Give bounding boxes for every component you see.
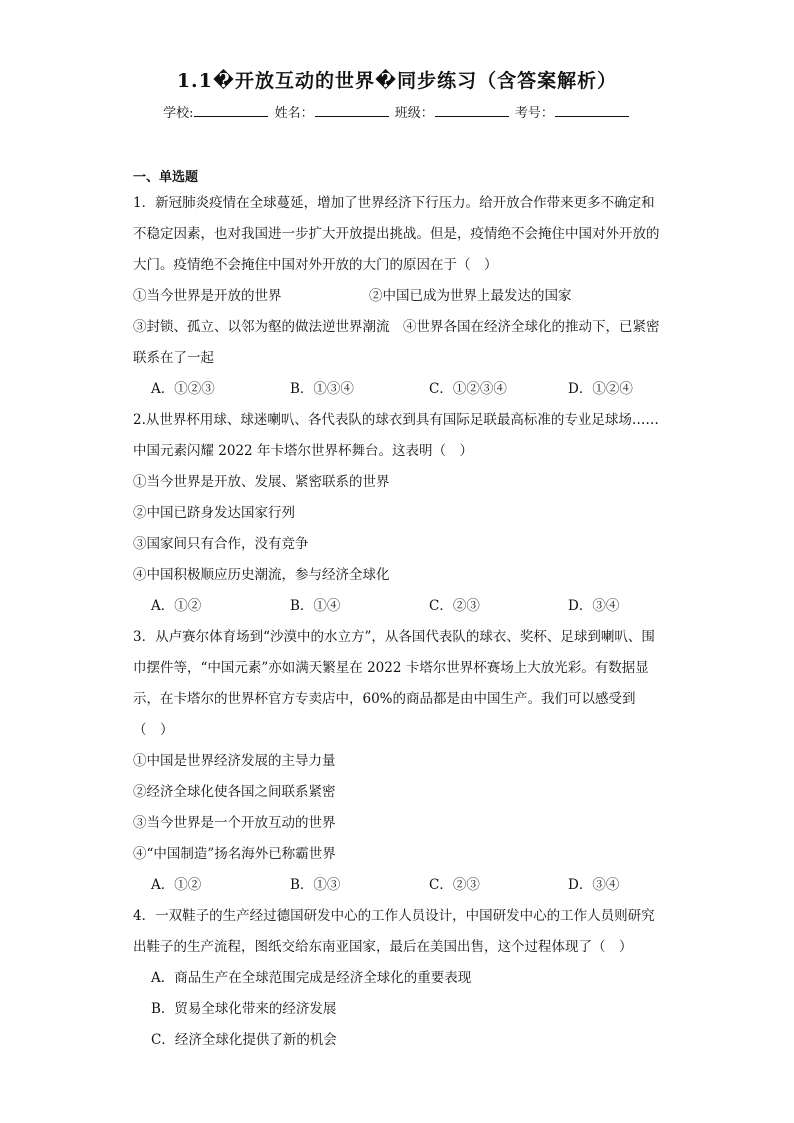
student-info-line (0, 102, 794, 121)
question-stem: 1．新冠肺炎疫情在全球蔓延，增加了世界经济下行压力。给开放合作带来更多不确定和不稳定因素，也对我国进一步扩大开放提出挑战。但是，疫情绝不会掩住中国对外开放的大门。疫情绝不会掩住中国对外开放的大门的原因在于（ ） (133, 195, 660, 273)
option-b: B．贸易全球化带来的经济发展 (151, 1001, 337, 1017)
option-c: C．①②③④ (429, 381, 507, 397)
statement: ③当今世界是一个开放互动的世界 (133, 815, 336, 831)
page-title: 1.1�开放互动的世界�同步练习（含答案解析） (176, 70, 618, 92)
options-row (133, 591, 663, 622)
option-a: A．商品生产在全球范围完成是经济全球化的重要表现 (151, 970, 472, 986)
question-2 (133, 405, 663, 622)
option-a: A．①②③ (151, 381, 215, 397)
option-c: C．②③ (429, 598, 480, 614)
option-a: A．①② (151, 598, 202, 614)
option-c: C．②③ (429, 877, 480, 893)
options-row (133, 374, 663, 405)
option-b: B．①④ (290, 598, 341, 614)
section-title: 一、单选题 (133, 170, 199, 185)
statement: ④中国积极顺应历史潮流，参与经济全球化 (133, 567, 390, 583)
option-d: D．③④ (568, 598, 620, 614)
question-4 (133, 901, 663, 1056)
exam-number-blank (555, 104, 629, 117)
statement: ②中国已成为世界上最发达的国家 (369, 288, 572, 304)
statement: ①中国是世界经济发展的主导力量 (133, 753, 336, 769)
statement: ③国家间只有合作，没有竞争 (133, 536, 309, 552)
name-label: 姓名： (274, 106, 314, 121)
questions-container (133, 188, 663, 1056)
option-a: A．①② (151, 877, 202, 893)
class-label: 班级： (394, 106, 434, 121)
option-b: B．①③ (290, 877, 341, 893)
option-d: D．③④ (568, 877, 620, 893)
exam-number-label: 考号： (514, 106, 554, 121)
option-c: C．经济全球化提供了新的机会 (151, 1032, 337, 1048)
option-d: D．①②④ (568, 381, 633, 397)
statement: ①当今世界是开放的世界 (133, 288, 282, 304)
school-blank (194, 104, 268, 117)
name-blank (315, 104, 389, 117)
question-1 (133, 188, 663, 405)
option-b: B．①③④ (290, 381, 354, 397)
statement: ①当今世界是开放、发展、紧密联系的世界 (133, 474, 390, 490)
statement: ②经济全球化使各国之间联系紧密 (133, 784, 336, 800)
question-3 (133, 622, 663, 901)
question-stem: 3．从卢赛尔体育场到“沙漠中的水立方”，从各国代表队的球衣、奖杯、足球到喇叭、围巾摆件等，“中国元素”亦如满天繁星在 2022 卡塔尔世界杯赛场上大放光彩。有数据显示，在卡塔尔的世界杯官方专卖店中，60%的商品都是由中国生产。我们可以感受到（ ） (133, 629, 655, 738)
school-label: 学校: (163, 106, 194, 121)
statement-line (133, 281, 663, 312)
statement: ④“中国制造”扬名海外已称霸世界 (133, 846, 336, 862)
statement: ③封锁、孤立、以邻为壑的做法逆世界潮流 ④世界各国在经济全球化的推动下，已紧密联系在了一起 (133, 319, 660, 366)
class-blank (435, 104, 509, 117)
question-stem: 4．一双鞋子的生产经过德国研发中心的工作人员设计，中国研发中心的工作人员则研究出鞋子的生产流程，图纸交给东南亚国家，最后在美国出售，这个过程体现了（ ） (133, 908, 655, 955)
options-row (133, 870, 663, 901)
question-stem: 2.从世界杯用球、球迷喇叭、各代表队的球衣到具有国际足联最高标准的专业足球场……中国元素闪耀 2022 年卡塔尔世界杯舞台。这表明（ ） (133, 412, 659, 459)
statement: ②中国已跻身发达国家行列 (133, 505, 295, 521)
